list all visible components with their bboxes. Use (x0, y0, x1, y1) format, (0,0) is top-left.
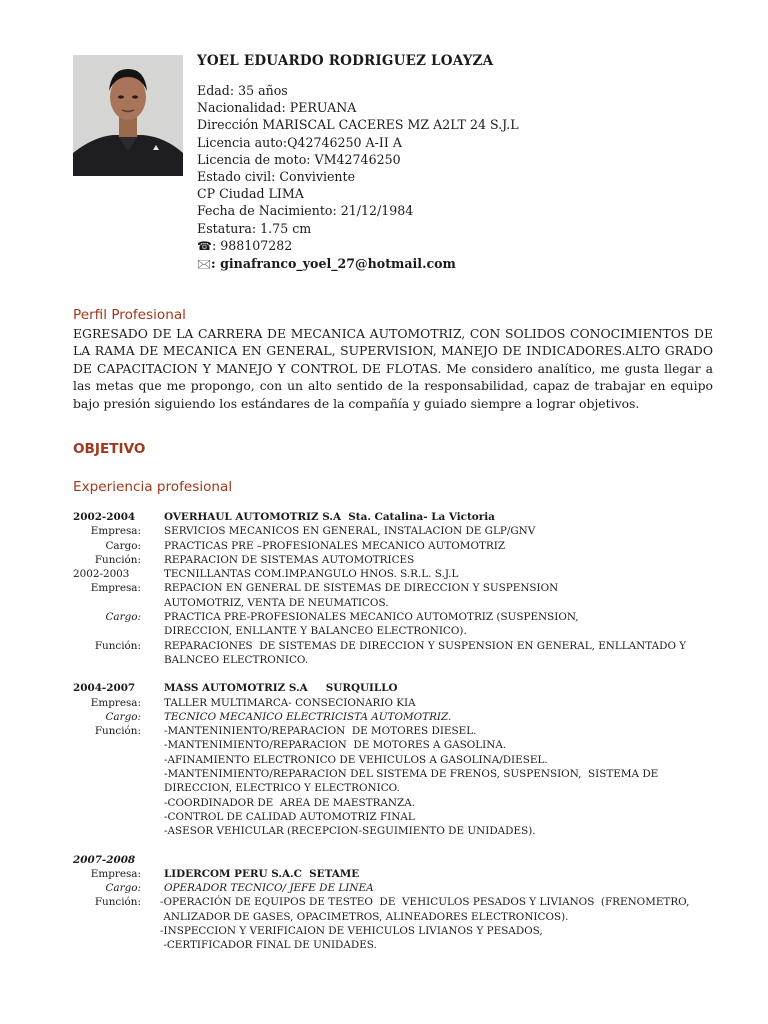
job-detail-row (73, 724, 713, 838)
empresa-value: REPACION EN GENERAL DE SISTEMAS DE DIRECCION Y SUSPENSION AUTOMOTRIZ, VENTA DE NEUMATICOS. (164, 582, 559, 609)
funcion-label: Función: (94, 896, 141, 909)
job-header (73, 510, 713, 524)
experience-list (73, 510, 713, 953)
job-detail-row (73, 581, 713, 610)
job-years: 2002-2004 (73, 511, 136, 523)
objective-heading: OBJETIVO (73, 441, 146, 457)
funcion-label: Función: (94, 639, 141, 652)
empresa-label: Empresa: (90, 525, 141, 538)
funcion-label: Función: (94, 725, 141, 738)
cargo-value: OPERADOR TECNICO/ JEFE DE LINEA (164, 882, 374, 895)
job-years: 2004-2007 (73, 682, 136, 695)
cargo-value: PRACTICA PRE-PROFESIONALES MECANICO AUTOMOTRIZ (SUSPENSION, DIRECCION, ENLLANTE Y BALANCEO ELECTRONICO). (164, 611, 579, 638)
funcion-value: REPARACION DE SISTEMAS AUTOMOTRICES (164, 553, 415, 566)
job-employer: TECNILLANTAS COM.IMP.ANGULO HNOS. S.R.L. S.J.L (164, 568, 459, 581)
job-detail-row (73, 881, 713, 895)
job-detail-row (73, 696, 713, 710)
job-header (73, 567, 713, 581)
job-detail-row (73, 524, 713, 538)
job-detail-row (73, 539, 713, 553)
envelope-icon: 🖂 (197, 257, 212, 272)
job-years: 2002-2003 (73, 568, 130, 581)
empresa-value: SERVICIOS MECANICOS EN GENERAL, INSTALACION DE GLP/GNV (164, 525, 536, 538)
email-address: : ginafranco_yoel_27@hotmail.com (211, 256, 456, 272)
cargo-label: Cargo: (105, 539, 141, 552)
profile-heading: Perfil Profesional (73, 307, 186, 323)
candidate-name: YOEL EDUARDO RODRIGUEZ LOAYZA (197, 53, 494, 69)
job-employer: MASS AUTOMOTRIZ S.A SURQUILLO (164, 682, 398, 695)
empresa-label: Empresa: (90, 582, 141, 595)
job-header (73, 681, 713, 695)
email-line (197, 255, 519, 273)
cargo-label: Cargo: (105, 710, 141, 723)
funcion-label: Función: (94, 553, 141, 566)
job-detail-row (73, 610, 713, 639)
cargo-value: PRACTICAS PRE –PROFESIONALES MECANICO AUTOMOTRIZ (164, 539, 506, 552)
job-years: 2007-2008 (73, 853, 136, 866)
phone-icon: ☎ (197, 238, 212, 253)
phone-line (197, 237, 519, 255)
profile-photo (73, 55, 183, 176)
job-detail-row (73, 867, 713, 881)
profile-text: EGRESADO DE LA CARRERA DE MECANICA AUTOMOTRIZ, CON SOLIDOS CONOCIMIENTOS DE LA RAMA DE MECANICA EN GENERAL, SUPERVISION, MANEJO DE INDICADORES.ALTO GRADO DE CAPACITACION Y MANEJO Y CONTROL DE FLOTAS. Me considero analítico, me gusta llegar a las metas que me propongo, con un alto sentido de la responsabilidad, capaz de trabajar en equipo bajo presión siguiendo los estándares de la compañía y guiado siempre a lograr objetivos. (73, 326, 713, 411)
address-line: Dirección MARISCAL CACERES MZ A2LT 24 S.J.L (197, 117, 519, 133)
job-header (73, 853, 713, 867)
nationality-line: Nacionalidad: PERUANA (197, 100, 357, 116)
empresa-value: TALLER MULTIMARCA- CONSECIONARIO KIA (164, 696, 416, 709)
job-detail-row (73, 895, 713, 952)
experience-heading: Experiencia profesional (73, 479, 233, 495)
funcion-value: REPARACIONES DE SISTEMAS DE DIRECCION Y SUSPENSION EN GENERAL, ENLLANTADO Y BALNCEO ELECTRONICO. (164, 639, 687, 666)
empresa-label: Empresa: (90, 696, 141, 709)
age-line: Edad: 35 años (197, 83, 288, 98)
car-license-line: Licencia auto:Q42746250 A-II A (197, 134, 402, 150)
city-line: CP Ciudad LIMA (197, 186, 304, 202)
civil-status-line: Estado civil: Conviviente (197, 169, 356, 185)
funcion-value: -OPERACIÓN DE EQUIPOS DE TESTEO DE VEHICULOS PESADOS Y LIVIANOS (FRENOMETRO, ANLIZADOR DE GASES, OPACIMETROS, ALINEADORES ELECTRONICOS). -INSPECCION Y VERIFICAION DE VEHICULOS LIVIANOS Y PESADOS, -CERTIFICADOR FINAL DE UNIDADES. (160, 896, 690, 952)
phone-number: : 988107282 (211, 237, 293, 253)
job-detail-row (73, 639, 713, 668)
birth-date-line: Fecha de Nacimiento: 21/12/1984 (197, 203, 414, 219)
empresa-label: Empresa: (90, 867, 141, 880)
moto-license-line: Licencia de moto: VM42746250 (197, 151, 401, 167)
job-detail-row (73, 553, 713, 567)
funcion-value: -MANTENINIENTO/REPARACION DE MOTORES DIESEL. -MANTENIMIENTO/REPARACION DE MOTORES A GASOLINA. -AFINAMIENTO ELECTRONICO DE VEHICULOS A GASOLINA/DIESEL. -MANTENIMIENTO/REPARACION DEL SISTEMA DE FRENOS, SUSPENSION, SISTEMA DE DIRECCION, ELECTRICO Y ELECTRONICO. -COORDINADOR DE AREA DE MAESTRANZA. -CONTROL DE CALIDAD AUTOMOTRIZ FINAL -ASESOR VEHICULAR (RECEPCION-SEGUIMIENTO DE UNIDADES). (164, 725, 659, 838)
cargo-value: TECNICO MECANICO ELECTRICISTA AUTOMOTRIZ. (164, 710, 452, 723)
job-employer: LIDERCOM PERU S.A.C SETAME (164, 867, 360, 880)
personal-info-list (197, 82, 519, 273)
job-employer: OVERHAUL AUTOMOTRIZ S.A Sta. Catalina- La Victoria (164, 511, 495, 523)
height-line: Estatura: 1.75 cm (197, 220, 312, 236)
job-detail-row (73, 710, 713, 724)
cargo-label: Cargo: (105, 882, 141, 895)
cargo-label: Cargo: (105, 611, 141, 624)
